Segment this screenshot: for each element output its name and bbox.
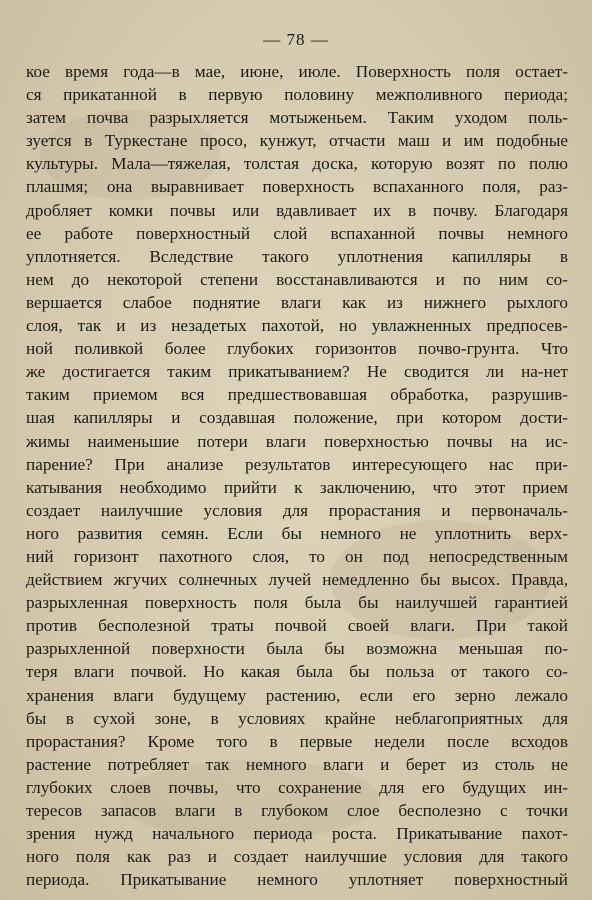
text-line: против бесполезной траты почвой своей влаги. При такой <box>26 616 568 636</box>
page-number: — 78 — <box>263 30 329 49</box>
text-line: дробляет комки почвы или вдавливает их в почву. Благодаря <box>26 200 568 220</box>
text-line: таким приемом вся предшествовавшая обработка, разрушив- <box>26 385 568 405</box>
text-line: ного поля как раз и создает наилучшие условия для такого <box>26 847 568 867</box>
text-line: катывания необходимо прийти к заключению, что этот прием <box>26 477 568 497</box>
text-line: разрыхленная поверхность поля была бы наилучшей гарантией <box>26 593 568 613</box>
text-line: ной поливкой более глубоких горизонтов почво-грунта. Что <box>26 339 568 359</box>
text-line: тересов запасов влаги в глубоком слое бесполезно с точки <box>26 801 568 820</box>
text-line: бы в сухой зоне, в условиях крайне неблагоприятных для <box>26 708 568 728</box>
text-line: культуры. Мала—тяжелая, толстая доска, которую возят по полю <box>26 154 568 174</box>
text-line: хранения влаги будущему растению, если его зерно лежало <box>26 685 568 705</box>
text-line: прорастания? Кроме того в первые недели после всходов <box>26 731 568 751</box>
text-line: жимы наименьшие потери влаги поверхностью почвы на ис- <box>26 431 568 451</box>
text-line: зрения нужд начального периода роста. Прикатывание пахот- <box>26 824 568 844</box>
text-line: ее работе поверхностный слой вспаханной почвы немного <box>26 223 568 243</box>
text-line: глубоких слоев почвы, что сохранение для его будущих ин- <box>26 777 568 797</box>
text-line: ний горизонт пахотного слоя, то он под непосредственным <box>26 546 568 566</box>
text-line: кое время года—в мае, июне, июле. Поверхность поля остает- <box>26 62 568 81</box>
text-line: ного развития семян. Если бы немного не уплотнить верх- <box>26 523 568 543</box>
text-line: вершается слабое поднятие влаги как из нижнего рыхлого <box>26 292 568 312</box>
text-line: парение? При анализе результатов интересующего нас при- <box>26 454 568 474</box>
text-line: растение потребляет так немного влаги и берет из столь не <box>26 754 568 774</box>
text-line: затем почва разрыхляется мотыженьем. Таким уходом поль- <box>26 108 568 128</box>
text-line: теря влаги почвой. Но какая была бы польза от такого со- <box>26 662 568 682</box>
text-line: шая капилляры и создавшая положение, при котором дости- <box>26 408 568 428</box>
text-line: зуется в Туркестане просо, кунжут, отчасти маш и им подобные <box>26 131 568 151</box>
text-line: действием жгучих солнечных лучей немедленно бы высох. Правда, <box>26 570 568 590</box>
text-line: же достигается таким прикатыванием? Не сводится ли на-нет <box>26 362 568 382</box>
text-line: ся прикатанной в первую половину межполивного периода; <box>26 85 568 105</box>
text-line: слоя, так и из незадетых пахотой, но увлажненных предпосев- <box>26 316 568 336</box>
text-line: уплотняется. Вследствие такого уплотнения капилляры в <box>26 246 568 266</box>
text-line: разрыхленной поверхности была бы возможна меньшая по- <box>26 639 568 659</box>
text-line: периода. Прикатывание немного уплотняет поверхностный <box>26 870 568 890</box>
body-text <box>26 60 568 891</box>
text-line: создает наилучшие условия для прорастания и первоначаль- <box>26 500 568 520</box>
text-line: плашмя; она выравнивает поверхность вспаханного поля, раз- <box>26 177 568 197</box>
text-line: нем до некоторой степени восстанавливаются и по ним со- <box>26 269 568 289</box>
